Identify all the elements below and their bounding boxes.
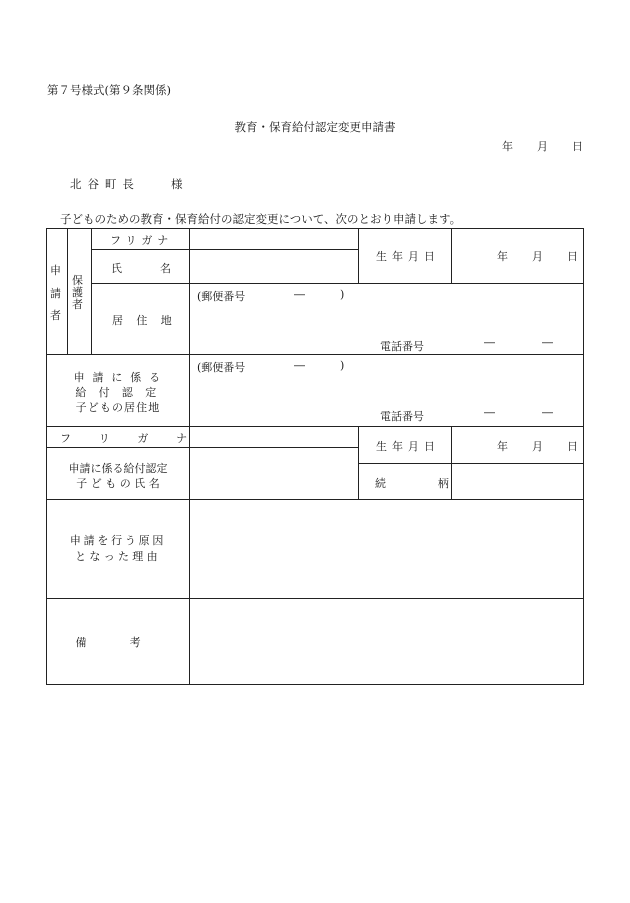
child-address-field[interactable]: [190, 372, 582, 402]
remarks-label: 備 考: [75, 636, 161, 649]
remarks-field[interactable]: [190, 599, 582, 683]
applicant-postal-label: (郵便番号: [197, 290, 246, 303]
child-furigana-label: フ リ ガ ナ: [60, 432, 200, 445]
table-border-left: [46, 228, 47, 685]
reason-field[interactable]: [190, 500, 582, 597]
addressee: 北 谷 町 長: [70, 177, 136, 191]
name-label-2: 名: [160, 262, 171, 275]
furigana-label: フリガナ: [110, 234, 174, 247]
relation-label: 続 柄: [375, 477, 474, 490]
table-border-bottom: [46, 684, 584, 685]
child-address-label-2: 給 付 認 定: [75, 386, 161, 399]
intro-text: 子どものための教育・保育給付の認定変更について、次のとおり申請します。: [60, 212, 462, 226]
child-postal-label: (郵便番号: [197, 361, 246, 374]
child-name-label-1: 申請に係る給付認定: [68, 462, 168, 475]
divider-applicant-birth-right: [451, 228, 452, 283]
guardian-char-3: 者: [72, 298, 83, 311]
applicant-postal-close: ): [340, 288, 345, 301]
applicant-name-field[interactable]: [190, 250, 358, 283]
divider-applicant-guardian: [67, 228, 68, 354]
document-title: 教育・保育給付認定変更申請書: [234, 120, 396, 134]
divider-applicant-birth-left: [358, 228, 359, 283]
child-phone-label: 電話番号: [380, 410, 424, 423]
divider-name-address: [91, 283, 584, 284]
child-address-label-1: 申 請 に 係 る: [73, 371, 163, 384]
table-border-top: [46, 228, 584, 229]
date-year-label: 年: [502, 140, 513, 153]
addressee-honorific: 様: [171, 177, 183, 191]
applicant-char-2: 請: [50, 287, 61, 300]
divider-child-address-child: [46, 426, 584, 427]
child-phone-dash-2: ―: [542, 406, 553, 419]
applicant-phone-dash-2: ―: [542, 336, 553, 349]
date-month-label: 月: [537, 140, 548, 153]
applicant-birth-month: 月: [532, 250, 543, 263]
child-furigana-field[interactable]: [190, 428, 358, 447]
form-number: 第７号様式(第９条関係): [47, 83, 171, 97]
applicant-birth-year: 年: [497, 250, 508, 263]
child-name-field[interactable]: [190, 448, 358, 499]
applicant-char-1: 申: [50, 264, 61, 277]
divider-guardian-labels: [91, 228, 92, 354]
applicant-birth-day: 日: [567, 250, 578, 263]
child-birth-year: 年: [497, 440, 508, 453]
applicant-address-field[interactable]: [190, 300, 582, 330]
applicant-phone-dash-1: ―: [484, 336, 495, 349]
relation-field[interactable]: [452, 464, 582, 499]
address-label: 居 住 地: [112, 314, 177, 327]
date-day-label: 日: [572, 140, 583, 153]
name-label-1: 氏: [111, 262, 122, 275]
guardian-char-1: 保: [72, 274, 83, 287]
table-border-right: [583, 228, 584, 685]
child-birth-label: 生年月日: [376, 440, 440, 453]
child-address-label-3: 子どもの居住地: [75, 401, 161, 414]
child-postal-close: ): [340, 359, 345, 372]
child-birth-day: 日: [567, 440, 578, 453]
applicant-birth-label: 生年月日: [376, 250, 440, 263]
guardian-char-2: 護: [72, 286, 83, 299]
applicant-char-3: 者: [50, 309, 61, 322]
child-postal-dash: ―: [294, 359, 305, 372]
applicant-phone-label: 電話番号: [380, 340, 424, 353]
applicant-postal-dash: ―: [294, 288, 305, 301]
reason-label-2: となった理由: [75, 550, 161, 563]
child-phone-dash-1: ―: [484, 406, 495, 419]
applicant-furigana-field[interactable]: [190, 230, 358, 249]
divider-applicant-child-address: [46, 354, 584, 355]
child-birth-month: 月: [532, 440, 543, 453]
reason-label-1: 申請を行う原因: [69, 534, 167, 547]
child-name-label-2: 子 ど も の 氏 名: [76, 477, 160, 490]
